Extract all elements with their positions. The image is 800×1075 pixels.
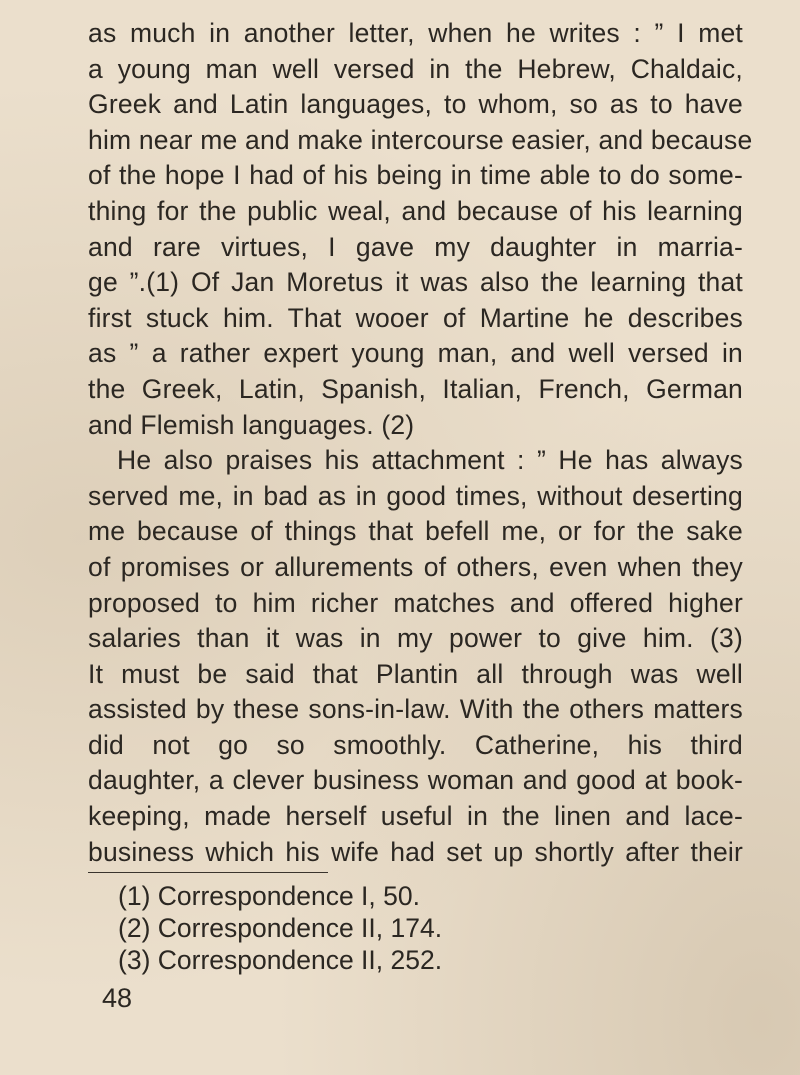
text-line: of the hope I had of his being in time able to do some-	[88, 160, 743, 191]
footnote: (1) Correspondence I, 50.	[118, 881, 420, 911]
text-line: as much in another letter, when he writes : ” I met	[88, 18, 743, 48]
text-line: keeping, made herself useful in the linen and lace-	[88, 801, 743, 832]
text-line: served me, in bad as in good times, without deserting	[88, 480, 743, 511]
text-line: me because of things that befell me, or for the sake	[88, 516, 743, 547]
text-line: and rare virtues, I gave my daughter in marria-	[88, 231, 743, 262]
text-line: a young man well versed in the Hebrew, Chaldaic,	[88, 53, 743, 84]
text-line: Greek and Latin languages, to whom, so as to have	[88, 89, 743, 120]
footnote-divider	[88, 872, 328, 873]
text-line: him near me and make intercourse easier, and because	[88, 124, 753, 155]
text-line: of promises or allurements of others, even when they	[88, 551, 743, 582]
text-line: daughter, a clever business woman and good at book-	[88, 765, 743, 796]
text-line: It must be said that Plantin all through was well	[88, 658, 743, 689]
text-line: business which his wife had set up shortly after their	[88, 836, 743, 867]
text-line: assisted by these sons-in-law. With the others matters	[88, 694, 743, 725]
text-line: ge ”.(1) Of Jan Moretus it was also the learning that	[88, 267, 743, 298]
text-line: first stuck him. That wooer of Martine he describes	[88, 302, 743, 333]
text-line: He also praises his attachment : ” He has always	[117, 445, 743, 476]
text-line: proposed to him richer matches and offered higher	[88, 587, 743, 618]
body-text	[88, 16, 753, 870]
text-line: the Greek, Latin, Spanish, Italian, French, German	[88, 373, 743, 404]
text-line: and Flemish languages. (2)	[88, 409, 415, 440]
footnote: (3) Correspondence II, 252.	[118, 945, 443, 975]
footnote: (2) Correspondence II, 174.	[118, 913, 443, 943]
text-line: did not go so smoothly. Catherine, his third	[88, 729, 743, 760]
text-line: thing for the public weal, and because of his learning	[88, 195, 743, 226]
text-line: salaries than it was in my power to give him. (3)	[88, 623, 743, 654]
page-number: 48	[102, 983, 133, 1013]
footnotes	[118, 880, 618, 976]
text-line: as ” a rather expert young man, and well versed in	[88, 338, 743, 369]
